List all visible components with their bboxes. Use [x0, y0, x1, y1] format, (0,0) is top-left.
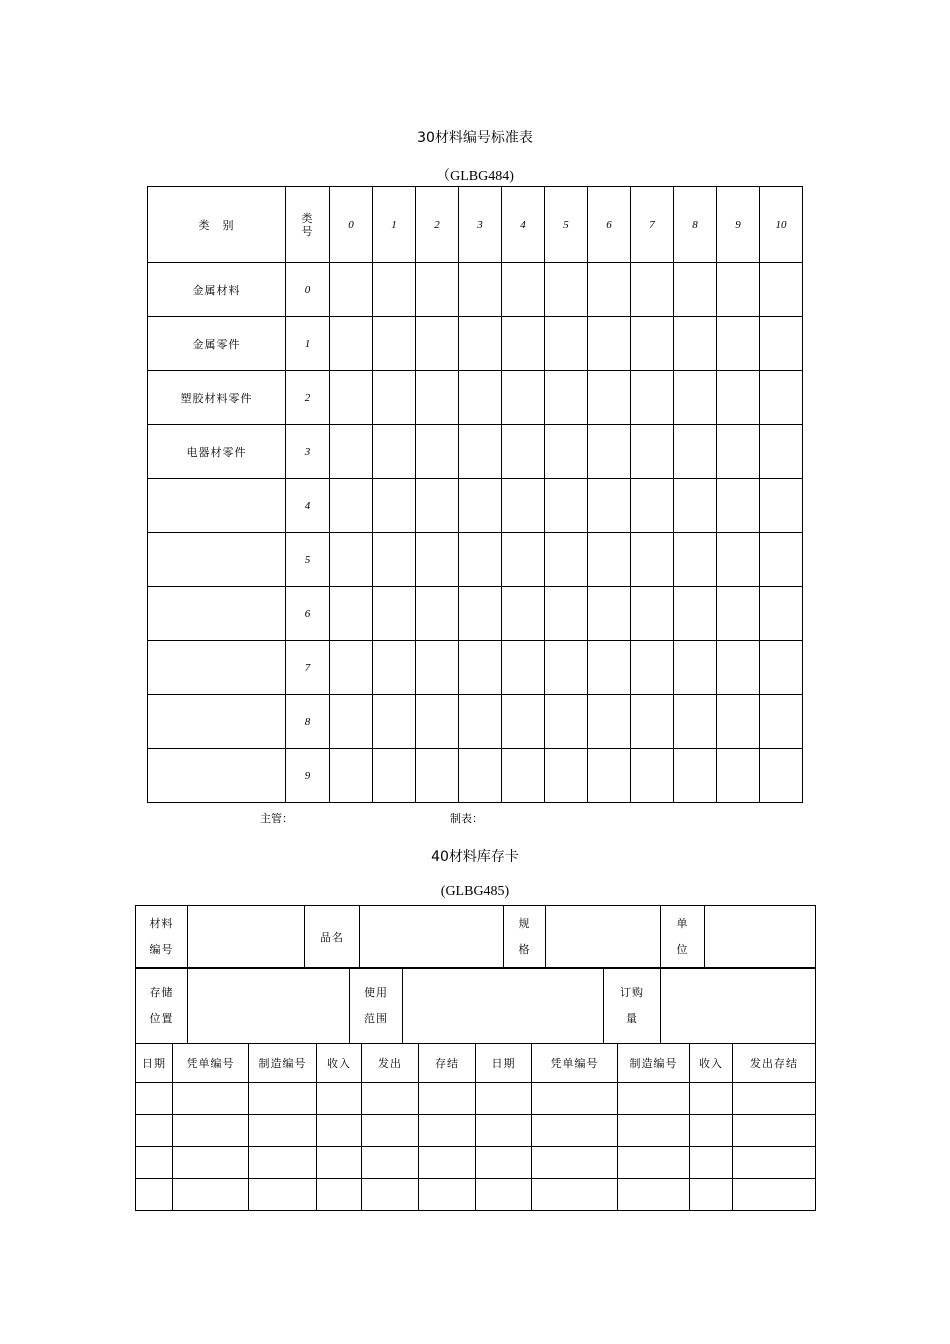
code-cell[interactable] — [588, 695, 631, 749]
code-cell[interactable] — [674, 263, 717, 317]
code-cell[interactable] — [631, 263, 674, 317]
code-cell[interactable] — [416, 749, 459, 803]
code-cell[interactable] — [330, 317, 373, 371]
ledger-header: 发出存结 — [733, 1044, 816, 1083]
unit-label-line1: 单 — [676, 917, 689, 930]
ledger-cell[interactable] — [136, 1179, 173, 1211]
class-no-header-line2: 号 — [301, 224, 314, 238]
code-cell[interactable] — [373, 479, 416, 533]
code-cell[interactable] — [760, 317, 803, 371]
code-cell[interactable] — [674, 641, 717, 695]
code-cell[interactable] — [674, 695, 717, 749]
code-cell[interactable] — [459, 587, 502, 641]
code-cell[interactable] — [588, 371, 631, 425]
ledger-header: 制造编号 — [618, 1044, 690, 1083]
column-header: 5 — [545, 187, 588, 263]
ledger-cell[interactable] — [532, 1147, 618, 1179]
code-cell[interactable] — [588, 641, 631, 695]
code-cell[interactable] — [588, 263, 631, 317]
ledger-cell[interactable] — [618, 1115, 690, 1147]
code-cell[interactable] — [717, 749, 760, 803]
ledger-header-row — [136, 1044, 816, 1083]
usage-label-line2: 范围 — [364, 1011, 388, 1025]
code-cell[interactable] — [717, 587, 760, 641]
ledger-cell[interactable] — [532, 1115, 618, 1147]
code-cell[interactable] — [545, 641, 588, 695]
storage-label — [136, 968, 188, 1044]
ledger-cell[interactable] — [249, 1083, 317, 1115]
table1-row — [148, 425, 803, 479]
code-cell[interactable] — [502, 317, 545, 371]
ledger-cell[interactable] — [476, 1115, 532, 1147]
class-no-cell: 3 — [286, 425, 330, 479]
table2-title: 40材料库存卡 — [431, 849, 519, 865]
ledger-cell[interactable] — [362, 1115, 419, 1147]
ledger-cell[interactable] — [733, 1179, 816, 1211]
code-cell[interactable] — [330, 641, 373, 695]
ledger-header: 凭单编号 — [532, 1044, 618, 1083]
code-cell[interactable] — [330, 425, 373, 479]
code-cell[interactable] — [330, 479, 373, 533]
ledger-cell[interactable] — [317, 1179, 362, 1211]
ledger-row — [136, 1083, 816, 1115]
code-cell[interactable] — [459, 263, 502, 317]
code-cell[interactable] — [631, 425, 674, 479]
code-cell[interactable] — [545, 317, 588, 371]
code-cell[interactable] — [588, 749, 631, 803]
code-cell[interactable] — [760, 263, 803, 317]
code-cell[interactable] — [373, 641, 416, 695]
ledger-cell[interactable] — [690, 1179, 733, 1211]
spec-label-line2: 格 — [518, 943, 531, 956]
code-cell[interactable] — [416, 587, 459, 641]
category-cell — [148, 695, 286, 749]
category-header: 类 别 — [148, 187, 286, 263]
ledger-header: 日期 — [136, 1044, 173, 1083]
column-header: 10 — [760, 187, 803, 263]
spec-label-line1: 规 — [518, 917, 531, 930]
ledger-cell[interactable] — [136, 1115, 173, 1147]
usage-label — [350, 968, 403, 1044]
column-header: 8 — [674, 187, 717, 263]
code-cell[interactable] — [416, 425, 459, 479]
class-no-cell: 9 — [286, 749, 330, 803]
code-cell[interactable] — [416, 263, 459, 317]
code-cell[interactable] — [502, 263, 545, 317]
code-cell[interactable] — [416, 695, 459, 749]
code-cell[interactable] — [717, 479, 760, 533]
storage-label-line1: 存储 — [149, 985, 174, 999]
ledger-cell[interactable] — [690, 1115, 733, 1147]
code-cell[interactable] — [545, 263, 588, 317]
class-no-cell: 6 — [286, 587, 330, 641]
code-cell[interactable] — [545, 749, 588, 803]
code-cell[interactable] — [373, 425, 416, 479]
ledger-cell[interactable] — [690, 1083, 733, 1115]
ledger-cell[interactable] — [419, 1179, 476, 1211]
ledger-header: 存结 — [419, 1044, 476, 1083]
class-no-cell: 5 — [286, 533, 330, 587]
ledger-cell[interactable] — [173, 1179, 249, 1211]
code-cell[interactable] — [545, 425, 588, 479]
code-cell[interactable] — [631, 695, 674, 749]
ledger-cell[interactable] — [317, 1147, 362, 1179]
ledger-header: 发出 — [362, 1044, 419, 1083]
code-cell[interactable] — [416, 479, 459, 533]
code-cell[interactable] — [588, 533, 631, 587]
maker-label: 制表： — [450, 812, 483, 825]
code-cell[interactable] — [373, 371, 416, 425]
ledger-cell[interactable] — [419, 1115, 476, 1147]
code-cell[interactable] — [502, 533, 545, 587]
code-cell[interactable] — [502, 425, 545, 479]
code-cell[interactable] — [631, 641, 674, 695]
ledger-cell[interactable] — [317, 1083, 362, 1115]
unit-value[interactable] — [705, 906, 816, 969]
code-cell[interactable] — [459, 479, 502, 533]
material-no-label-line1: 材料 — [149, 917, 174, 930]
category-cell: 塑胶材料零件 — [148, 371, 286, 425]
code-cell[interactable] — [717, 695, 760, 749]
material-code-standard-table — [147, 186, 803, 803]
inventory-card-row1 — [135, 905, 816, 969]
storage-value[interactable] — [188, 968, 350, 1044]
category-cell — [148, 587, 286, 641]
code-cell[interactable] — [760, 695, 803, 749]
code-cell[interactable] — [631, 371, 674, 425]
material-no-label-line2: 编号 — [149, 943, 174, 956]
ledger-cell[interactable] — [733, 1147, 816, 1179]
category-cell — [148, 533, 286, 587]
code-cell[interactable] — [760, 533, 803, 587]
spec-label — [504, 906, 546, 969]
code-cell[interactable] — [588, 317, 631, 371]
class-no-cell: 1 — [286, 317, 330, 371]
code-cell[interactable] — [330, 695, 373, 749]
column-header: 1 — [373, 187, 416, 263]
ledger-cell[interactable] — [317, 1115, 362, 1147]
code-cell[interactable] — [674, 479, 717, 533]
code-cell[interactable] — [674, 317, 717, 371]
class-no-header — [286, 187, 330, 263]
table1-row — [148, 317, 803, 371]
code-cell[interactable] — [717, 425, 760, 479]
code-cell[interactable] — [502, 695, 545, 749]
ledger-header: 收入 — [690, 1044, 733, 1083]
storage-label-line2: 位置 — [149, 1011, 174, 1025]
ledger-cell[interactable] — [532, 1083, 618, 1115]
code-cell[interactable] — [416, 371, 459, 425]
ledger-cell[interactable] — [476, 1179, 532, 1211]
code-cell[interactable] — [588, 587, 631, 641]
table1-title: 30材料编号标准表 — [417, 130, 533, 146]
code-cell[interactable] — [760, 641, 803, 695]
code-cell[interactable] — [760, 479, 803, 533]
code-cell[interactable] — [631, 533, 674, 587]
code-cell[interactable] — [459, 749, 502, 803]
material-no-label — [136, 906, 188, 969]
column-header: 7 — [631, 187, 674, 263]
code-cell[interactable] — [674, 425, 717, 479]
unit-label — [661, 906, 705, 969]
code-cell[interactable] — [330, 749, 373, 803]
code-cell[interactable] — [717, 317, 760, 371]
ledger-cell[interactable] — [136, 1147, 173, 1179]
ledger-cell[interactable] — [249, 1147, 317, 1179]
code-cell[interactable] — [674, 533, 717, 587]
product-name-value[interactable] — [360, 906, 504, 969]
code-cell[interactable] — [674, 587, 717, 641]
code-cell[interactable] — [373, 695, 416, 749]
code-cell[interactable] — [502, 371, 545, 425]
column-header: 6 — [588, 187, 631, 263]
inventory-ledger — [135, 1043, 816, 1211]
order-qty-label — [604, 968, 661, 1044]
code-cell[interactable] — [373, 533, 416, 587]
table1-row — [148, 533, 803, 587]
code-cell[interactable] — [760, 587, 803, 641]
code-cell[interactable] — [459, 641, 502, 695]
ledger-cell[interactable] — [618, 1147, 690, 1179]
ledger-row — [136, 1147, 816, 1179]
code-cell[interactable] — [717, 263, 760, 317]
ledger-cell[interactable] — [362, 1083, 419, 1115]
class-no-cell: 7 — [286, 641, 330, 695]
ledger-cell[interactable] — [173, 1115, 249, 1147]
usage-label-line1: 使用 — [364, 985, 388, 999]
code-cell[interactable] — [416, 533, 459, 587]
category-cell: 金属材料 — [148, 263, 286, 317]
code-cell[interactable] — [588, 425, 631, 479]
ledger-header: 日期 — [476, 1044, 532, 1083]
class-no-header-line1: 类 — [301, 211, 314, 225]
table1-row — [148, 641, 803, 695]
category-cell — [148, 641, 286, 695]
category-cell — [148, 479, 286, 533]
table1-code: （GLBG484) — [436, 169, 514, 184]
code-cell[interactable] — [631, 479, 674, 533]
column-header: 2 — [416, 187, 459, 263]
code-cell[interactable] — [416, 641, 459, 695]
code-cell[interactable] — [631, 317, 674, 371]
inventory-card-row2 — [135, 967, 816, 1044]
code-cell[interactable] — [545, 371, 588, 425]
code-cell[interactable] — [717, 641, 760, 695]
ledger-cell[interactable] — [362, 1179, 419, 1211]
code-cell[interactable] — [459, 533, 502, 587]
ledger-row — [136, 1115, 816, 1147]
ledger-cell[interactable] — [173, 1083, 249, 1115]
column-header: 0 — [330, 187, 373, 263]
code-cell[interactable] — [760, 749, 803, 803]
code-cell[interactable] — [588, 479, 631, 533]
order-qty-label-line2: 量 — [626, 1011, 638, 1025]
code-cell[interactable] — [459, 425, 502, 479]
ledger-row — [136, 1179, 816, 1211]
order-qty-value[interactable] — [661, 968, 816, 1044]
code-cell[interactable] — [373, 749, 416, 803]
code-cell[interactable] — [459, 317, 502, 371]
code-cell[interactable] — [760, 425, 803, 479]
ledger-cell[interactable] — [618, 1083, 690, 1115]
ledger-header: 收入 — [317, 1044, 362, 1083]
code-cell[interactable] — [373, 263, 416, 317]
code-cell[interactable] — [717, 533, 760, 587]
code-cell[interactable] — [502, 479, 545, 533]
code-cell[interactable] — [545, 533, 588, 587]
code-cell[interactable] — [459, 695, 502, 749]
code-cell[interactable] — [545, 479, 588, 533]
code-cell[interactable] — [760, 371, 803, 425]
code-cell[interactable] — [373, 317, 416, 371]
ledger-cell[interactable] — [249, 1179, 317, 1211]
column-header: 3 — [459, 187, 502, 263]
code-cell[interactable] — [674, 749, 717, 803]
code-cell[interactable] — [545, 587, 588, 641]
column-header: 4 — [502, 187, 545, 263]
supervisor-label: 主管： — [260, 812, 293, 825]
column-header: 9 — [717, 187, 760, 263]
code-cell[interactable] — [545, 695, 588, 749]
table1-row — [148, 263, 803, 317]
unit-label-line2: 位 — [676, 943, 689, 956]
ledger-cell[interactable] — [419, 1147, 476, 1179]
ledger-header: 制造编号 — [249, 1044, 317, 1083]
table1-row — [148, 695, 803, 749]
ledger-cell[interactable] — [136, 1083, 173, 1115]
class-no-cell: 2 — [286, 371, 330, 425]
code-cell[interactable] — [674, 371, 717, 425]
material-no-value[interactable] — [188, 906, 305, 969]
table1-row — [148, 587, 803, 641]
ledger-cell[interactable] — [249, 1115, 317, 1147]
code-cell[interactable] — [330, 371, 373, 425]
table1-row — [148, 371, 803, 425]
usage-value[interactable] — [403, 968, 604, 1044]
table2-code: (GLBG485) — [440, 884, 510, 899]
ledger-cell[interactable] — [476, 1147, 532, 1179]
code-cell[interactable] — [330, 533, 373, 587]
ledger-cell[interactable] — [733, 1115, 816, 1147]
code-cell[interactable] — [631, 587, 674, 641]
ledger-header: 凭单编号 — [173, 1044, 249, 1083]
ledger-cell[interactable] — [532, 1179, 618, 1211]
code-cell[interactable] — [459, 371, 502, 425]
order-qty-label-line1: 订购 — [620, 985, 644, 999]
table1-header-row — [148, 187, 803, 263]
product-name-label: 品名 — [305, 906, 360, 969]
ledger-cell[interactable] — [618, 1179, 690, 1211]
code-cell[interactable] — [717, 371, 760, 425]
ledger-cell[interactable] — [362, 1147, 419, 1179]
category-cell: 金属零件 — [148, 317, 286, 371]
code-cell[interactable] — [502, 641, 545, 695]
code-cell[interactable] — [373, 587, 416, 641]
category-cell — [148, 749, 286, 803]
code-cell[interactable] — [631, 749, 674, 803]
code-cell[interactable] — [416, 317, 459, 371]
ledger-cell[interactable] — [690, 1147, 733, 1179]
code-cell[interactable] — [330, 263, 373, 317]
ledger-cell[interactable] — [476, 1083, 532, 1115]
code-cell[interactable] — [502, 749, 545, 803]
class-no-cell: 4 — [286, 479, 330, 533]
code-cell[interactable] — [502, 587, 545, 641]
spec-value[interactable] — [546, 906, 661, 969]
ledger-cell[interactable] — [173, 1147, 249, 1179]
table1-row — [148, 479, 803, 533]
code-cell[interactable] — [330, 587, 373, 641]
table1-row — [148, 749, 803, 803]
class-no-cell: 0 — [286, 263, 330, 317]
category-cell: 电器材零件 — [148, 425, 286, 479]
ledger-cell[interactable] — [733, 1083, 816, 1115]
class-no-cell: 8 — [286, 695, 330, 749]
ledger-cell[interactable] — [419, 1083, 476, 1115]
